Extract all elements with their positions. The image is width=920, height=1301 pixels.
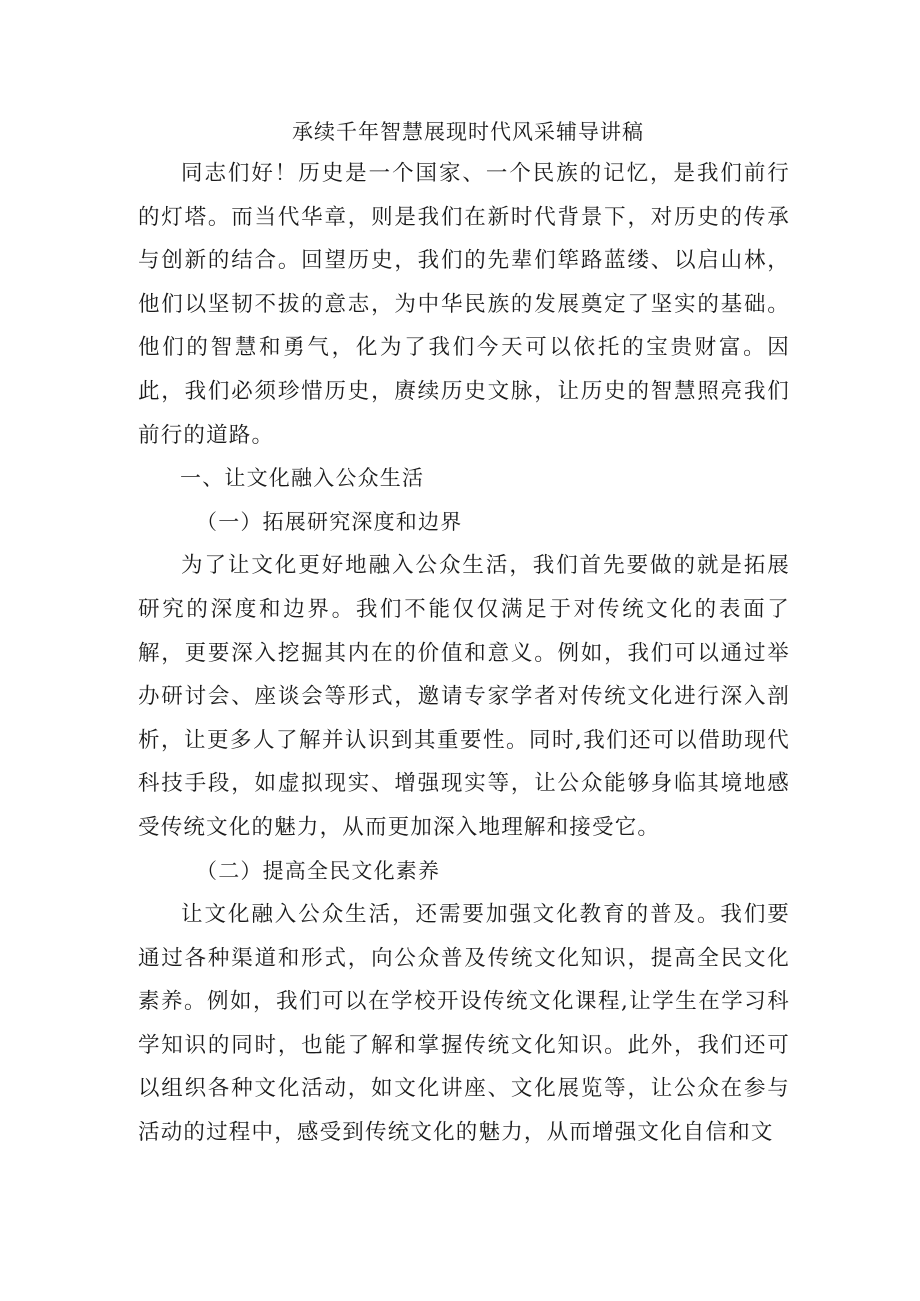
section-1-heading: 一、让文化融入公众生活 xyxy=(180,466,425,491)
document-title: 承续千年智慧展现时代风采辅导讲稿 xyxy=(292,120,644,144)
intro-paragraph: 同志们好！历史是一个国家、一个民族的记忆，是我们前行的灯塔。而当代华章，则是我们在新时代背景下，对历史的传承与创新的结合。回望历史，我们的先辈们筚路蓝缕、以启山林，他们以坚韧不拔的意志，为中华民族的发展奠定了坚实的基础。他们的智慧和勇气，化为了我们今天可以依托的宝贵财富。因此，我们必须珍惜历史，赓续历史文脉，让历史的智慧照亮我们前行的道路。 xyxy=(138,161,790,448)
subsection-1-heading: （一）拓展研究深度和边界 xyxy=(196,509,463,534)
subsection-1-paragraph: 为了让文化更好地融入公众生活，我们首先要做的就是拓展研究的深度和边界。我们不能仅仅满足于对传统文化的表面了解，更要深入挖掘其内在的价值和意义。例如，我们可以通过举办研讨会、座谈会等形式，邀请专家学者对传统文化进行深入剖析，让更多人了解并认识到其重要性。同时,我们还可以借助现代科技手段，如虚拟现实、增强现实等，让公众能够身临其境地感受传统文化的魅力，从而更加深入地理解和接受它。 xyxy=(138,553,790,840)
document-page xyxy=(138,112,790,1155)
subsection-2-heading: （二）提高全民文化素养 xyxy=(196,858,441,883)
subsection-2-paragraph: 让文化融入公众生活，还需要加强文化教育的普及。我们要通过各种渠道和形式，向公众普及传统文化知识，提高全民文化素养。例如，我们可以在学校开设传统文化课程,让学生在学习科学知识的同时，也能了解和掌握传统文化知识。此外，我们还可以组织各种文化活动，如文化讲座、文化展览等，让公众在参与活动的过程中，感受到传统文化的魅力，从而增强文化自信和文 xyxy=(138,902,790,1146)
